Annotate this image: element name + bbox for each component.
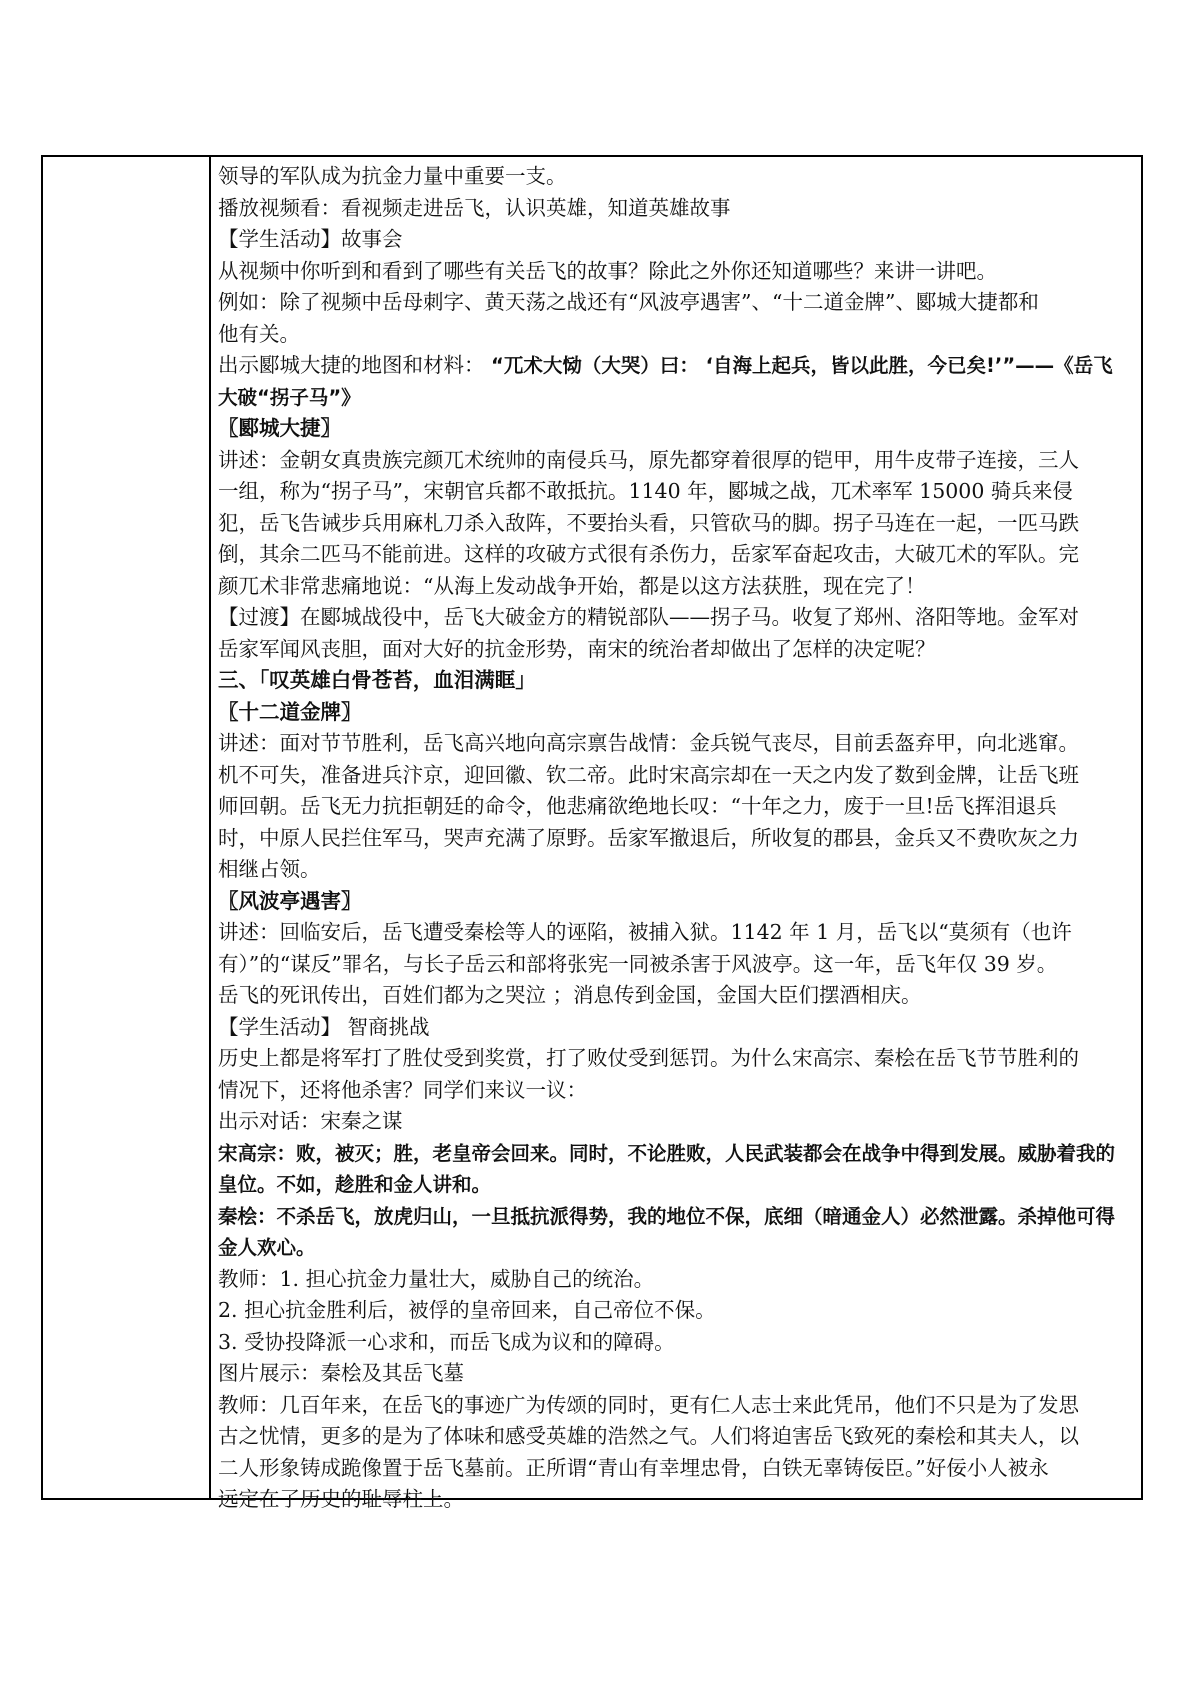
text-line: 二人形象铸成跪像置于岳飞墓前。正所谓“青山有幸埋忠骨，白铁无辜铸佞臣。”好佞小人被永 bbox=[218, 1455, 1049, 1480]
text-line: 情况下，还将他杀害？同学们来议一议： bbox=[218, 1077, 587, 1102]
text-line: 机不可失，准备进兵汴京，迎回徽、钦二帝。此时宋高宗却在一天之内发了数到金牌，让岳飞班 bbox=[218, 762, 1079, 787]
text-line: 倒，其余二匹马不能前进。这样的攻破方式很有杀伤力，岳家军奋起攻击，大破兀术的军队。完 bbox=[218, 542, 1079, 566]
section-heading: 〖十二道金牌〗 bbox=[218, 699, 362, 724]
text-line: 有）”的“谋反”罪名，与长子岳云和部将张宪一同被杀害于风波亭。这一年，岳飞年仅 39 岁。 bbox=[218, 951, 1058, 976]
text-line: 从视频中你听到和看到了哪些有关岳飞的故事？除此之外你还知道哪些？来讲一讲吧。 bbox=[218, 258, 997, 283]
section-heading: 〖郾城大捷〗 bbox=[218, 416, 341, 440]
lesson-table bbox=[41, 155, 1143, 1511]
text-line: 颜兀术非常悲痛地说：“从海上发动战争开始，都是以这方法获胜，现在完了！ bbox=[218, 573, 926, 598]
lesson-content-cell bbox=[218, 161, 1138, 1516]
text-line: 时，中原人民拦住军马，哭声充满了原野。岳家军撤退后，所收复的郡县，金兵又不费吹灰之力 bbox=[218, 825, 1079, 850]
text-line: 相继占领。 bbox=[218, 857, 321, 881]
text-line: 3. 受协投降派一心求和，而岳飞成为议和的障碍。 bbox=[218, 1329, 675, 1354]
dialogue-line: 皇位。不如，趁胜和金人讲和。 bbox=[218, 1173, 492, 1196]
map-material-line: 出示郾城大捷的地图和材料： “兀术大恸（大哭）曰： ‘自海上起兵，皆以此胜，今已矣!’”——《岳飞 bbox=[218, 353, 1113, 377]
dialogue-line: 宋高宗：败，被灭；胜，老皇帝会回来。同时，不论胜败，人民武装都会在战争中得到发展。威胁着我的 bbox=[218, 1141, 1116, 1165]
section-heading: 〖风波亭遇害〗 bbox=[218, 888, 362, 913]
text-line: 讲述：金朝女真贵族完颜兀术统帅的南侵兵马，原先都穿着很厚的铠甲，用牛皮带子连接，三人 bbox=[218, 447, 1079, 472]
text-line: 讲述：面对节节胜利，岳飞高兴地向高宗禀告战情：金兵锐气丧尽，目前丢盔弃甲，向北逃窜。 bbox=[218, 731, 1079, 755]
text-line: 播放视频看：看视频走进岳飞，认识英雄，知道英雄故事 bbox=[218, 195, 731, 220]
text-line: 教师：1. 担心抗金力量壮大，威胁自己的统治。 bbox=[218, 1266, 655, 1291]
text-line: 古之忧情，更多的是为了体味和感受英雄的浩然之气。人们将迫害岳飞致死的秦桧和其夫人，以 bbox=[218, 1424, 1079, 1448]
text-line: 【学生活动】故事会 bbox=[218, 227, 403, 251]
text-line: 图片展示：秦桧及其岳飞墓 bbox=[218, 1361, 464, 1385]
text-line: 岳飞的死讯传出，百姓们都为之哭泣 ；消息传到金国，金国大臣们摆酒相庆。 bbox=[218, 983, 922, 1007]
section-heading: 三、「叹英雄白骨苍苔，血泪满眶」 bbox=[218, 668, 536, 692]
text-line: 讲述：回临安后，岳飞遭受秦桧等人的诬陷，被捕入狱。1142 年 1 月，岳飞以“莫须有（也许 bbox=[218, 920, 1072, 944]
text-line: 岳家军闻风丧胆，面对大好的抗金形势，南宋的统治者却做出了怎样的决定呢？ bbox=[218, 636, 936, 661]
map-material-line: 大破“拐子马”》 bbox=[218, 385, 361, 409]
dialogue-line: 金人欢心。 bbox=[218, 1236, 316, 1259]
text-line: 教师：几百年来，在岳飞的事迹广为传颂的同时，更有仁人志士来此凭吊，他们不只是为了发思 bbox=[218, 1392, 1079, 1417]
text-line: 例如：除了视频中岳母刺字、黄天荡之战还有“风波亭遇害”、“十二道金牌”、郾城大捷都和 bbox=[218, 290, 1039, 314]
text-line: 他有关。 bbox=[218, 321, 300, 346]
text-line: 远定在了历史的耻辱柱上。 bbox=[218, 1487, 464, 1511]
text-line: 犯，岳飞告诫步兵用麻札刀杀入敌阵，不要抬头看，只管砍马的脚。拐子马连在一起，一匹马跌 bbox=[218, 510, 1079, 535]
text-line: 【过渡】在郾城战役中，岳飞大破金方的精锐部队——拐子马。收复了郑州、洛阳等地。金军对 bbox=[218, 605, 1079, 629]
text-line: 一组，称为“拐子马”，宋朝官兵都不敢抵抗。1140 年，郾城之战，兀术率军 15000 骑兵来侵 bbox=[218, 479, 1073, 503]
text-line: 2. 担心抗金胜利后，被俘的皇帝回来，自己帝位不保。 bbox=[218, 1298, 716, 1322]
dialogue-line: 秦桧：不杀岳飞，放虎归山，一旦抵抗派得势，我的地位不保，底细（暗通金人）必然泄露。杀掉他可得 bbox=[218, 1204, 1116, 1228]
text-line: 历史上都是将军打了胜仗受到奖赏，打了败仗受到惩罚。为什么宋高宗、秦桧在岳飞节节胜利的 bbox=[218, 1046, 1079, 1070]
column-divider bbox=[209, 157, 211, 1498]
text-line: 出示对话：宋秦之谋 bbox=[218, 1109, 403, 1133]
text-line: 【学生活动】 智商挑战 bbox=[218, 1014, 430, 1039]
text-line: 师回朝。岳飞无力抗拒朝廷的命令，他悲痛欲绝地长叹：“十年之力，废于一旦!岳飞挥泪退兵 bbox=[218, 794, 1057, 818]
text-line: 领导的军队成为抗金力量中重要一支。 bbox=[218, 164, 567, 188]
